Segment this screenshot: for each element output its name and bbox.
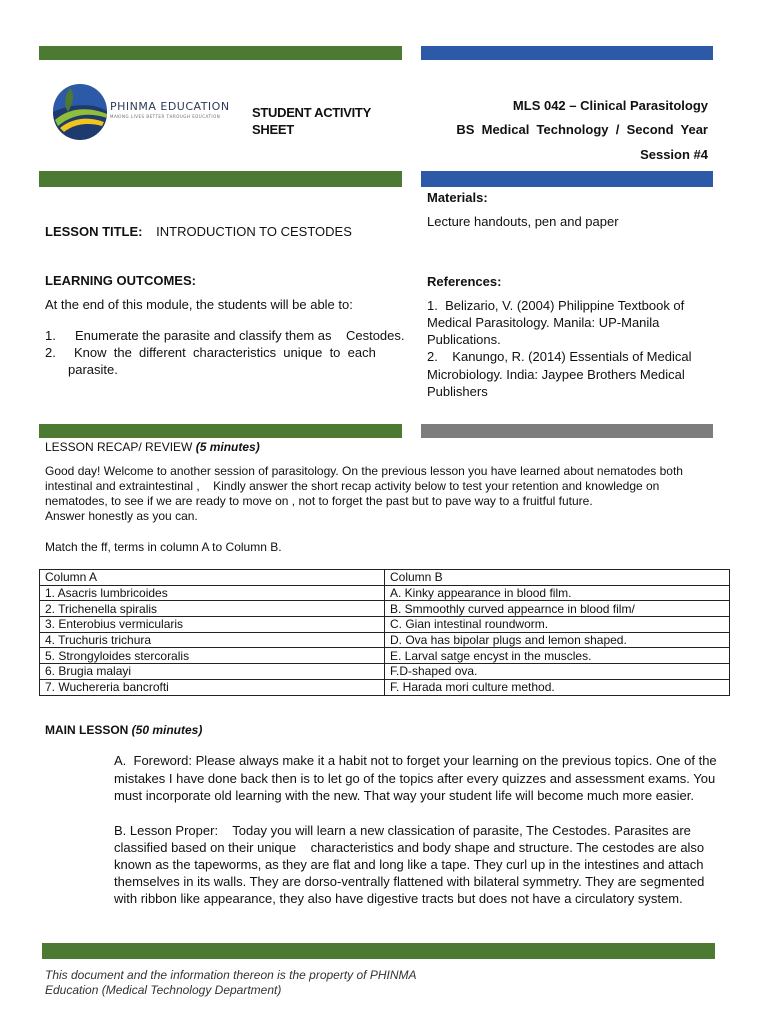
header-bar-blue-bottom: [421, 171, 713, 187]
table-row: [40, 679, 730, 695]
column-b-cell: D. Ova has bipolar plugs and lemon shaped.: [385, 632, 730, 648]
column-a-cell: 3. Enterobius vermicularis: [40, 617, 385, 633]
footer-line-2: Education (Medical Technology Department): [45, 983, 282, 997]
foreword-line-1: A. Foreword: Please always make it a habit not to forget your learning on the previous topics. One of the: [114, 753, 717, 768]
outcome-item-1: 1. Enumerate the parasite and classify them as Cestodes.: [45, 328, 405, 343]
header-bar-green-bottom: [39, 171, 402, 187]
lesson-proper-line-4: themselves in its walls. They are dorso-ventrally flattened with bilateral symmetry. They are segmented: [114, 874, 705, 889]
main-lesson-heading: MAIN LESSON (50 minutes): [45, 723, 203, 737]
table-row: [40, 632, 730, 648]
references-heading: References:: [427, 274, 502, 289]
reference-2-line2: Microbiology. India: Jaypee Brothers Medical: [427, 367, 685, 382]
session-number: Session #4: [640, 147, 708, 162]
outcome-item-2: 2.: [45, 345, 56, 360]
foreword-line-2: mistakes I have done back then is to let go of the topics after every quizzes and assessment exams. You: [114, 771, 716, 786]
phinma-logo-icon: [52, 82, 108, 140]
column-a-cell: 6. Brugia malayi: [40, 664, 385, 680]
materials-heading: Materials:: [427, 190, 488, 205]
lesson-title-label: LESSON TITLE:: [45, 224, 143, 239]
outcomes-intro: At the end of this module, the students will be able to:: [45, 297, 353, 312]
column-b-cell: F.D-shaped ova.: [385, 664, 730, 680]
recap-heading: LESSON RECAP/ REVIEW (5 minutes): [45, 440, 260, 454]
foreword-line-3: must incorporate old learning with the new. That way your student life will become much more easier.: [114, 788, 694, 803]
column-a-cell: 1. Asacris lumbricoides: [40, 585, 385, 601]
main-lesson-duration: (50 minutes): [131, 723, 203, 737]
column-a-cell: 4. Truchuris trichura: [40, 632, 385, 648]
lesson-proper-line-5: with ribbon like appearance, they also have digestive tracts but does not have a circulatory system.: [114, 891, 683, 906]
recap-duration: (5 minutes): [195, 440, 260, 454]
reference-1-line2: Medical Parasitology. Manila: UP-Manila: [427, 315, 660, 330]
column-b-cell: F. Harada mori culture method.: [385, 679, 730, 695]
recap-instruction: Match the ff, terms in column A to Column B.: [45, 540, 282, 554]
footer-notice: [45, 968, 465, 998]
footer-line-1: This document and the information thereon is the property of PHINMA: [45, 968, 417, 982]
recap-line-4: Answer honestly as you can.: [45, 509, 198, 523]
outcomes-heading: LEARNING OUTCOMES:: [45, 273, 196, 288]
header-bar-green-top: [39, 46, 402, 60]
table-row: [40, 648, 730, 664]
sheet-title-line2: SHEET: [252, 122, 294, 137]
table-header-row: [40, 570, 730, 586]
column-b-cell: E. Larval satge encyst in the muscles.: [385, 648, 730, 664]
matching-table: [39, 569, 730, 696]
lesson-proper-line-3: known as the tapeworms, as they are flat and long like a tape. They curl up in the intestines and attach: [114, 857, 704, 872]
lesson-title: [45, 223, 352, 240]
column-a-cell: 7. Wuchereria bancrofti: [40, 679, 385, 695]
outcome-item-2-line2: parasite.: [68, 362, 118, 377]
outcome-item-2-line1: Know the different characteristics unique to each: [74, 345, 376, 360]
program-year: BS Medical Technology / Second Year: [456, 122, 708, 137]
column-b-cell: B. Smmoothly curved appearnce in blood film/: [385, 601, 730, 617]
lesson-title-value: INTRODUCTION TO CESTODES: [156, 224, 352, 239]
column-a-cell: 5. Strongyloides stercoralis: [40, 648, 385, 664]
reference-1-line3: Publications.: [427, 332, 501, 347]
column-b-cell: A. Kinky appearance in blood film.: [385, 585, 730, 601]
reference-2-line1: 2. Kanungo, R. (2014) Essentials of Medical: [427, 349, 692, 364]
phinma-logo: [52, 82, 232, 140]
footer-bar: [42, 943, 715, 959]
column-b-header: Column B: [385, 570, 730, 586]
materials-text: Lecture handouts, pen and paper: [427, 214, 619, 229]
column-b-cell: C. Gian intestinal roundworm.: [385, 617, 730, 633]
recap-line-2: intestinal and extraintestinal , Kindly answer the short recap activity below to test your retention and knowledge on: [45, 479, 660, 493]
lesson-proper-line-1: B. Lesson Proper: Today you will learn a new classication of parasite, The Cestodes. Parasites are: [114, 823, 691, 838]
recap-bar-gray: [421, 424, 713, 438]
table-row: [40, 601, 730, 617]
recap-line-3: nematodes, to see if we are ready to move on , not to forget the past but to pave way to a fruitful future.: [45, 494, 593, 508]
logo-name: PHINMA EDUCATION: [110, 100, 230, 113]
column-a-header: Column A: [40, 570, 385, 586]
header-bar-blue-top: [421, 46, 713, 60]
reference-2-line3: Publishers: [427, 384, 488, 399]
table-row: [40, 585, 730, 601]
logo-tagline: MAKING LIVES BETTER THROUGH EDUCATION: [110, 114, 221, 119]
recap-line-1: Good day! Welcome to another session of parasitology. On the previous lesson you have learned about nematodes both: [45, 464, 683, 478]
table-row: [40, 664, 730, 680]
column-a-cell: 2. Trichenella spiralis: [40, 601, 385, 617]
course-title: MLS 042 – Clinical Parasitology: [512, 98, 708, 113]
table-row: [40, 617, 730, 633]
reference-1-line1: 1. Belizario, V. (2004) Philippine Textbook of: [427, 298, 685, 313]
lesson-proper-line-2: classified based on their unique characteristics and body shape and structure. The cestodes are also: [114, 840, 705, 855]
sheet-title-line1: STUDENT ACTIVITY: [252, 105, 371, 120]
recap-bar-green: [39, 424, 402, 438]
